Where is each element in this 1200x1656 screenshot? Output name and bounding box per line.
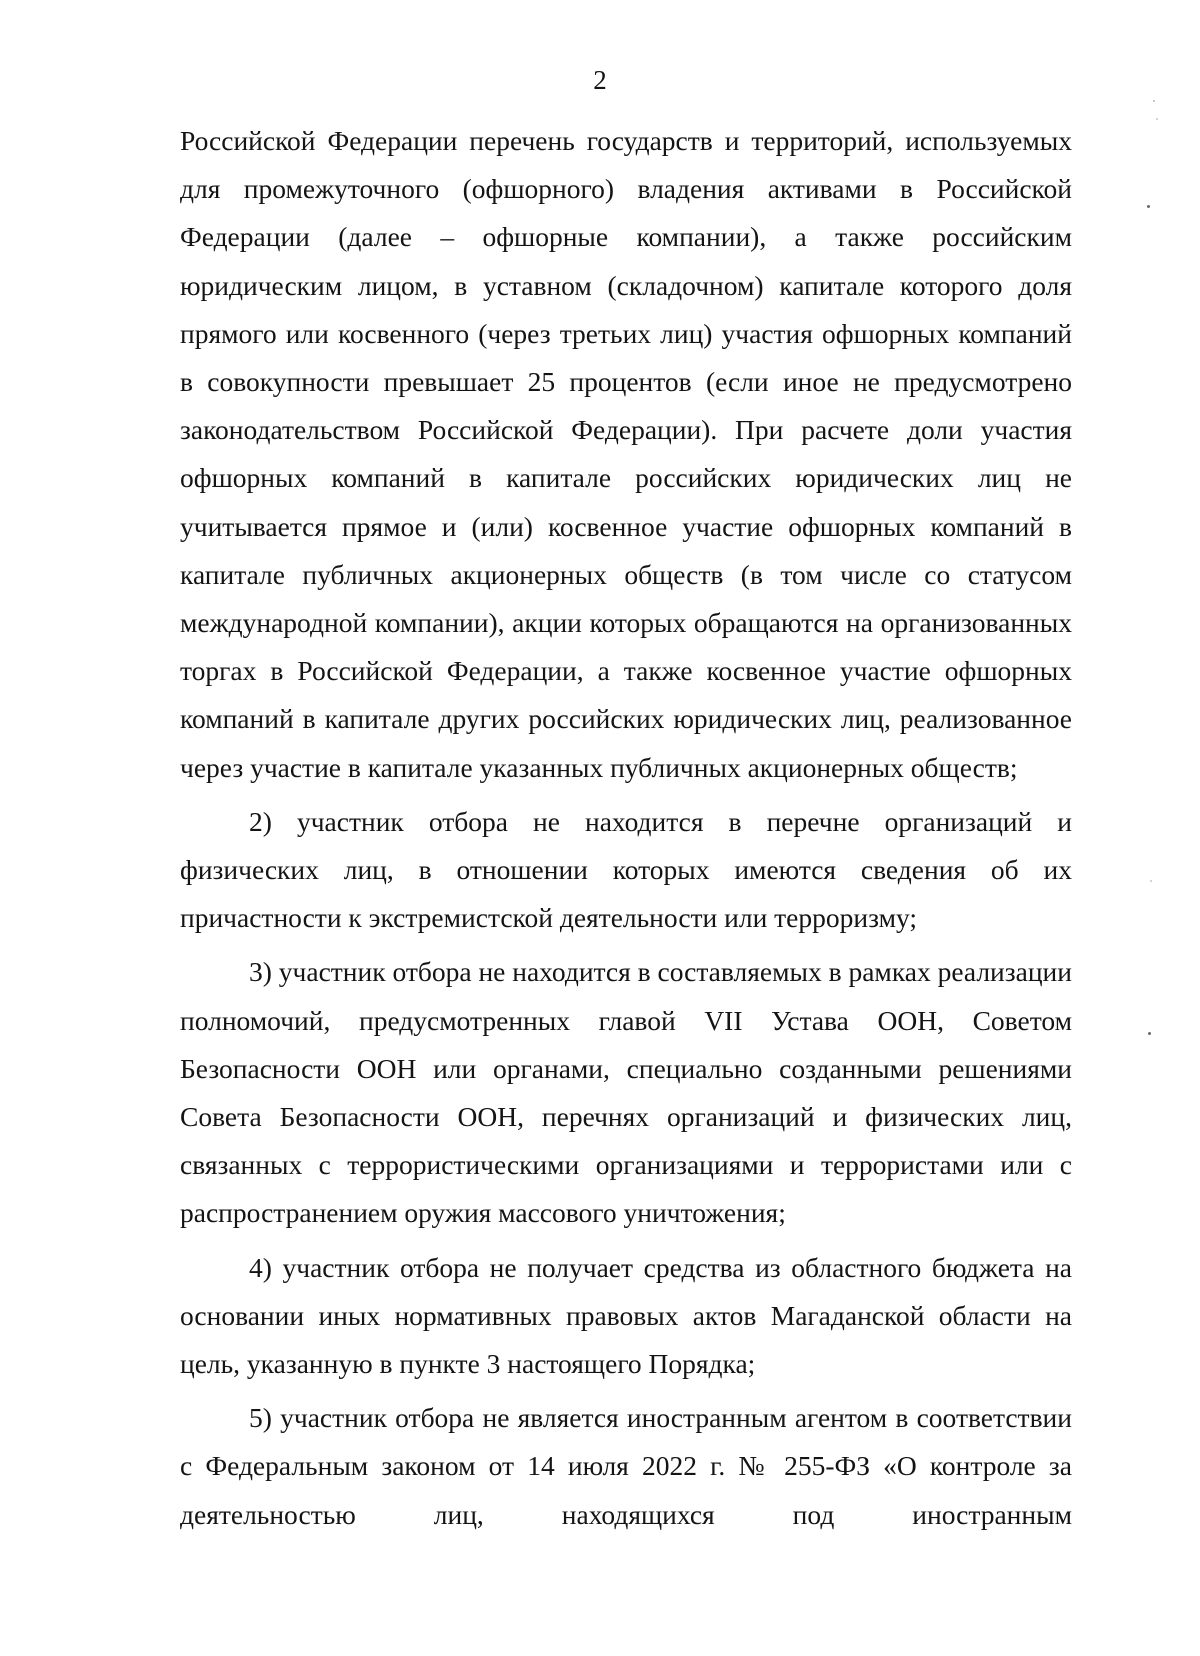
scan-speck [1150,880,1152,882]
paragraph-offshore-participation: Российской Федерации перечень государств и территорий, используемых для промежуточного (офшорного) владения активами в Российской Федерации (далее – офшорные компании), а также российским юридическим лицом, в уставном (складочном) капитале которого доля прямого или косвенного (через третьих лиц) участия офшорных компаний в совокупности превышает 25 процентов (если иное не предусмотрено законодательством Российской Федерации). При расчете доли участия офшорных компаний в капитале российских юридических лиц не учитывается прямое и (или) косвенное участие офшорных компаний в капитале публичных акционерных обществ (в том числе со статусом международной компании), акции которых обращаются на организованных торгах в Российской Федерации, а также косвенное участие офшорных компаний в капитале других российских юридических лиц, реализованное через участие в капитале указанных публичных акционерных обществ; [180,125,1072,783]
paragraph-item-4: 4) участник отбора не получает средства из областного бюджета на основании иных нормативных правовых актов Магаданской области на цель, указанную в пункте 3 настоящего Порядка; [180,1251,1072,1380]
paragraph-item-2: 2) участник отбора не находится в перечне организаций и физических лиц, в отношении которых имеются сведения об их причастности к экстремистской деятельности или терроризму; [180,805,1072,934]
scan-speck [1147,205,1150,208]
scan-speck [1148,1032,1151,1035]
paragraph-item-3: 3) участник отбора не находится в составляемых в рамках реализации полномочий, предусмотренных главой VII Устава ООН, Советом Безопасности ООН или органами, специально созданными решениями Совета Безопасности ООН, перечнях организаций и физических лиц, связанных с террористическими организациями и террористами или с распространением оружия массового уничтожения; [180,956,1072,1229]
scan-speck [1153,100,1155,102]
paragraph-item-5: 5) участник отбора не является иностранным агентом в соответствии с Федеральным законом от 14 июля 2022 г. № 255-ФЗ «О контроле за деятельностью лиц, находящихся под иностранным [180,1402,1072,1530]
page-number: 2 [593,65,607,95]
document-body [180,117,1072,1539]
scan-speck [1156,118,1158,120]
